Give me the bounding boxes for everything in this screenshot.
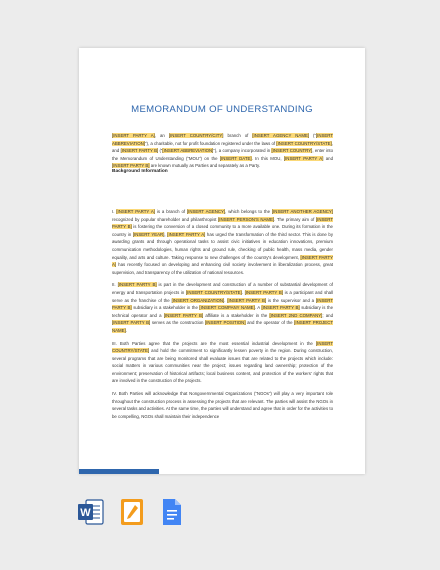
text-run: IV. Both Parties will acknowledge that Nongovernmental Organizations (“NGOs”) will play a very important role throughout the construction process in assessing the projects that are relevant. The parties will assist the NGOs in several tasks and activities. At the same time, the parties will understand and agree that in order for the activities to be compelling, NGOs shall maintain their independence [112, 391, 333, 419]
text-run: affiliate is a stakeholder in the [203, 312, 270, 318]
text-run: is part in the development and construction of a number of substantial development of energy and transportation projects in [112, 282, 334, 295]
text-run: ”), a company incorporated in [213, 148, 272, 154]
background-paragraphs [112, 208, 333, 425]
text-run: , enter into the Memorandum of Understanding (“MOU”) on the [112, 148, 334, 161]
text-run: ; and [322, 312, 333, 318]
text-run: (“ [309, 133, 316, 138]
document-title: MEMORANDUM OF UNDERSTANDING [131, 104, 313, 115]
text-run: subsidiary is the technical operator and a [112, 305, 333, 318]
text-run: , an [154, 133, 169, 138]
placeholder-field[interactable]: [INSERT COUNTRY/STATE] [112, 340, 333, 354]
placeholder-field[interactable]: [INSERT PARTY B] [117, 282, 157, 288]
text-run: I. [112, 209, 117, 214]
text-run: is a participant and shall serve as the franchise of the [112, 289, 334, 303]
placeholder-field[interactable]: [INSERT PROJECT NAME] [112, 320, 333, 333]
placeholder-field[interactable]: [INSERT PARTY B] [112, 163, 150, 169]
text-run: . [241, 289, 245, 295]
document-page [79, 48, 365, 474]
intro-paragraph [112, 132, 333, 170]
text-run: is a branch of [154, 209, 187, 214]
placeholder-field[interactable]: [INSERT PARTY A] [112, 254, 333, 268]
placeholder-field[interactable]: [INSERT COUNTRY/STATE] [185, 289, 242, 295]
text-run: . In this MOU, [251, 155, 284, 161]
text-run: , which belongs to the [225, 209, 272, 214]
page-accent-bar [79, 469, 159, 474]
placeholder-field[interactable]: [INSERT ORGANIZATION] [171, 297, 225, 303]
text-run: has recently focused on developing and enhancing civil society involvement in liberalization process, great supervision, and transparency of the utilization of national resources. [112, 262, 333, 275]
svg-text:W: W [80, 507, 91, 519]
word-icon[interactable] [78, 498, 104, 526]
text-run: . [125, 327, 127, 333]
placeholder-field[interactable]: [INSERT COUNTRY] [271, 148, 313, 154]
placeholder-field[interactable]: [INSERT POSITION] [205, 320, 246, 326]
placeholder-field[interactable]: [INSERT PARTY B] [112, 297, 333, 311]
text-run: and hold the commitment to significantly lessen poverty in the region. During construction, several programs that are being monitored shall evaluate issues that are related to the projects which include: social matters in various communities near the project; issues regarding land ownership; protection of the environment; preservation of historical artifacts; local business content, and protection of the workers' rights that are involved in the construction of the projects. [112, 348, 333, 384]
text-run: subsidiary is a stakeholder in the [131, 305, 200, 311]
placeholder-field[interactable]: [INSERT ABBREVIATION] [112, 133, 333, 146]
text-run: II. [112, 282, 118, 288]
placeholder-field[interactable]: [INSERT PARTY B] [261, 305, 300, 311]
text-run: branch of [223, 133, 253, 138]
text-run: III. Both Parties agree that the projects are the most essential industrial development in the [112, 340, 316, 346]
placeholder-field[interactable]: [INSERT YEAR] [132, 231, 165, 237]
google-docs-icon[interactable] [162, 498, 182, 526]
placeholder-field[interactable]: [INSERT 2ND COMPANY] [269, 312, 323, 318]
text-run: . A [254, 305, 262, 311]
placeholder-field[interactable]: [INSERT COUNTRY/CITY] [168, 133, 224, 138]
text-run: (“ [158, 148, 163, 154]
text-run: serves as the construction [150, 320, 205, 326]
body-paragraph [112, 208, 333, 276]
placeholder-field[interactable]: [INSERT PERSON'S NAME] [218, 216, 275, 222]
text-run: recognized by popular shareholder and philanthropist [112, 216, 219, 222]
placeholder-field[interactable]: [INSERT PARTY B] [163, 312, 204, 318]
text-run: . The primary aim of [274, 216, 316, 222]
placeholder-field[interactable]: [INSERT PARTY A] [167, 231, 206, 237]
text-run: ”), a charitable, not for profit foundation registered under the laws of [145, 140, 277, 146]
placeholder-field[interactable]: [INSERT PARTY A] [116, 209, 155, 214]
pages-icon[interactable] [120, 498, 144, 526]
placeholder-field[interactable]: [INSERT PARTY B] [244, 289, 283, 295]
placeholder-field[interactable]: [INSERT COMPANY NAME] [199, 305, 255, 311]
placeholder-field[interactable]: [INSERT AGENCY] [186, 209, 226, 214]
text-run: and [323, 155, 333, 161]
placeholder-field[interactable]: [INSERT ABBREVIATION] [162, 148, 214, 154]
placeholder-field[interactable]: [INSERT AGENCY NAME] [252, 133, 310, 138]
app-icons [78, 498, 188, 528]
placeholder-field[interactable]: [INSERT PARTY B] [120, 148, 159, 154]
body-paragraph [112, 390, 333, 420]
placeholder-field[interactable]: [INSERT ANOTHER AGENCY] [271, 209, 333, 214]
placeholder-field[interactable]: [INSERT PARTY B] [227, 297, 267, 303]
placeholder-field[interactable]: [INSERT DATE] [219, 155, 252, 161]
text-run: are known mutually as Parties and separately as a Party. [149, 163, 260, 169]
body-paragraph [112, 340, 333, 386]
text-run: , and [112, 140, 333, 154]
placeholder-field[interactable]: [INSERT PARTY A] [112, 133, 155, 138]
placeholder-field[interactable]: [INSERT PARTY A] [283, 155, 324, 161]
text-run: , [164, 231, 168, 237]
text-run: is fostering the conversion of a closed community to a more available one. During its formation in the country in [112, 224, 333, 237]
placeholder-field[interactable]: [INSERT COUNTRY/STATE] [276, 140, 332, 146]
placeholder-field[interactable]: [INSERT PARTY B] [112, 216, 333, 230]
section-heading: Background Information [112, 169, 168, 174]
text-run: . [224, 297, 228, 303]
text-run: and the operator of the [245, 320, 295, 326]
text-run: has urged the transformation of the third sector. This is done by awarding grants and through operational tasks to assist civic initiatives in education innovations, premium communication methodologies, human rights and ground rule, checking of public health, mass media, gender equality, and arts and culture. Taking response to new challenges of the country's development, [112, 231, 333, 260]
placeholder-field[interactable]: [INSERT PARTY B] [112, 320, 151, 326]
body-paragraph [112, 281, 333, 334]
text-run: is the supervisor and a [266, 297, 316, 303]
